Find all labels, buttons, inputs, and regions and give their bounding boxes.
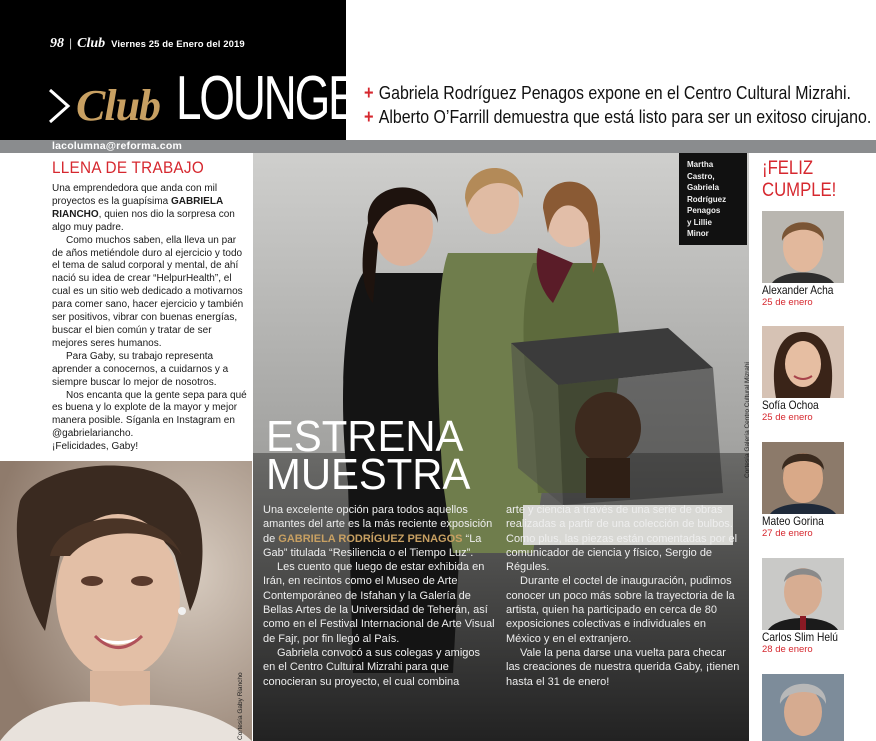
birthday-item-partial[interactable] <box>762 674 872 741</box>
birthday-name: Carlos Slim Helú <box>762 630 838 644</box>
caption-line: Gabriela <box>687 183 720 192</box>
issue-date: Viernes 25 de Enero del 2019 <box>111 39 245 50</box>
teaser-text-2: Alberto O’Farrill demuestra que está listo para ser un exitoso cirujano. <box>378 106 872 127</box>
caption-line: Rodríguez <box>687 194 727 204</box>
article-paragraph-4: arte y ciencia a través de una serie de obras realizadas a partir de una colección de bulbos. Como plus, las piezas están comentadas por el comunicador de ciencia y físico, Sergio de Régules. <box>506 504 738 574</box>
caption-line: Martha <box>687 160 714 169</box>
feature-headline-line-1: ESTRENA <box>266 412 464 461</box>
feature-photo-credit: Cortesía Galería Centro Cultural Mizrahi <box>744 362 751 478</box>
chevron-right-icon <box>44 86 74 126</box>
birthday-item[interactable] <box>762 558 872 655</box>
article-paragraph-3: Gabriela convocó a sus colegas y amigos en el Centro Cultural Mizrahi para que conocieran su proyecto, el cual combina <box>263 646 480 688</box>
left-paragraph-5: ¡Felicidades, Gaby! <box>52 441 139 453</box>
feature-headline <box>266 412 471 499</box>
caption-line: Minor <box>687 229 709 238</box>
article-paragraph-2: Les cuento que luego de estar exhibida en Irán, en recintos como el Museo de Arte Contemporáneo de Isfahan y la Galería de Bellas Artes de la Universidad de Teherán, así como en el Festival Internacional de Arte Visual de Fajr, por fin llegó al País. <box>263 561 495 645</box>
meta-separator: | <box>69 36 73 50</box>
left-column-body <box>52 183 248 454</box>
left-p1-text-a: Una emprendedora que anda con mil proyectos es la guapísima <box>52 183 218 207</box>
photo-caption <box>687 159 741 240</box>
birthday-photo <box>762 674 844 741</box>
page-number: 98 <box>50 36 64 51</box>
birthday-item[interactable] <box>762 326 872 423</box>
section-title-lounge: LOUNGE <box>176 64 357 133</box>
birthday-name: Sofía Ochoa <box>762 398 819 412</box>
birthday-date: 27 de enero <box>762 528 813 539</box>
article-paragraph-5: Durante el coctel de inauguración, pudimos conocer un poco más sobre la trayectoria de la artista, quien ha participado en cerca de 80 exposiciones colectivas e individuales en México y en el extranjero. <box>506 575 735 645</box>
article-paragraph-1 <box>263 503 495 560</box>
left-p1-text-b: , quien nos dio la sorpresa con algo muy padre. <box>52 208 235 233</box>
birthday-date: 25 de enero <box>762 412 813 423</box>
birthday-item[interactable] <box>762 211 872 308</box>
left-paragraph-1 <box>52 183 248 235</box>
caption-line: Castro, <box>687 171 715 181</box>
article-column-1 <box>263 503 495 689</box>
birthday-name: Mateo Gorina <box>762 514 824 528</box>
photo-caption-box <box>679 153 747 245</box>
caption-line: Penagos <box>687 206 721 215</box>
article-p1-text-a: Una excelente opción para todos aquellos amantes del arte es la más reciente exposición de <box>263 504 493 545</box>
birthday-name: Alexander Acha <box>762 283 834 297</box>
teaser-headline-1[interactable] <box>364 82 851 105</box>
birthdays-title-line-2: CUMPLE! <box>762 180 837 201</box>
caption-line: y Lillie <box>687 217 712 227</box>
left-column-title: LLENA DE TRABAJO <box>52 158 205 177</box>
article-paragraph-6: Vale la pena darse una vuelta para checar las creaciones de nuestra querida Gaby, ¡tienen hasta el 31 de enero! <box>506 646 740 688</box>
left-paragraph-2: Como muchos saben, ella lleva un par de años metiéndole duro al ejercicio y todo el tema de salud corporal y mental, de ahí nació su idea de crear “HelpurHealth”, el cual es un sitio web dedicado a motivarnos para comer sano, hacer ejercicio y también ser positivos, vibrar con buenas energías, buscar el bien común y tratar de ser mejores seres humanos. <box>52 234 244 349</box>
article-p1-text-b: “La Gab” titulada “Resiliencia o el Tiempo Luz”. <box>263 532 482 559</box>
section-name-small: Club <box>77 36 106 51</box>
birthday-item[interactable] <box>762 442 872 539</box>
birthday-photo <box>762 326 844 398</box>
birthday-photo <box>762 558 844 630</box>
birthday-photo <box>762 211 844 283</box>
left-paragraph-3: Para Gaby, su trabajo representa aprender a conocernos, a cuidarnos y a siempre buscar lo mejor de nosotros. <box>52 350 229 388</box>
birthdays-title-line-1: ¡FELIZ <box>762 158 814 179</box>
teaser-text-1: Gabriela Rodríguez Penagos expone en el Centro Cultural Mizrahi. <box>378 82 851 103</box>
plus-icon: + <box>364 83 374 104</box>
section-title-club: Club <box>76 81 161 130</box>
birthday-date: 28 de enero <box>762 644 813 655</box>
portrait-credit: Cortesía Gaby Riancho <box>237 672 244 740</box>
birthdays-title <box>762 158 836 202</box>
left-p1-name: GABRIELA RIANCHO <box>52 195 223 220</box>
page-meta <box>50 36 245 52</box>
feature-headline-line-2: MUESTRA <box>266 450 471 499</box>
teaser-headline-2[interactable] <box>364 106 871 129</box>
birthday-photo <box>762 442 844 514</box>
birthday-date: 25 de enero <box>762 297 813 308</box>
portrait-photo <box>0 461 252 741</box>
article-artist-name: GABRIELA RODRÍGUEZ PENAGOS <box>278 532 463 545</box>
contact-email[interactable]: lacolumna@reforma.com <box>52 140 182 152</box>
left-paragraph-4: Nos encanta que la gente sepa para qué es buena y lo explote de la mayor y mejor manera posible. Síganla en Instagram en @gabrielariancho. <box>52 389 247 440</box>
plus-icon: + <box>364 107 374 128</box>
article-column-2 <box>506 503 742 689</box>
